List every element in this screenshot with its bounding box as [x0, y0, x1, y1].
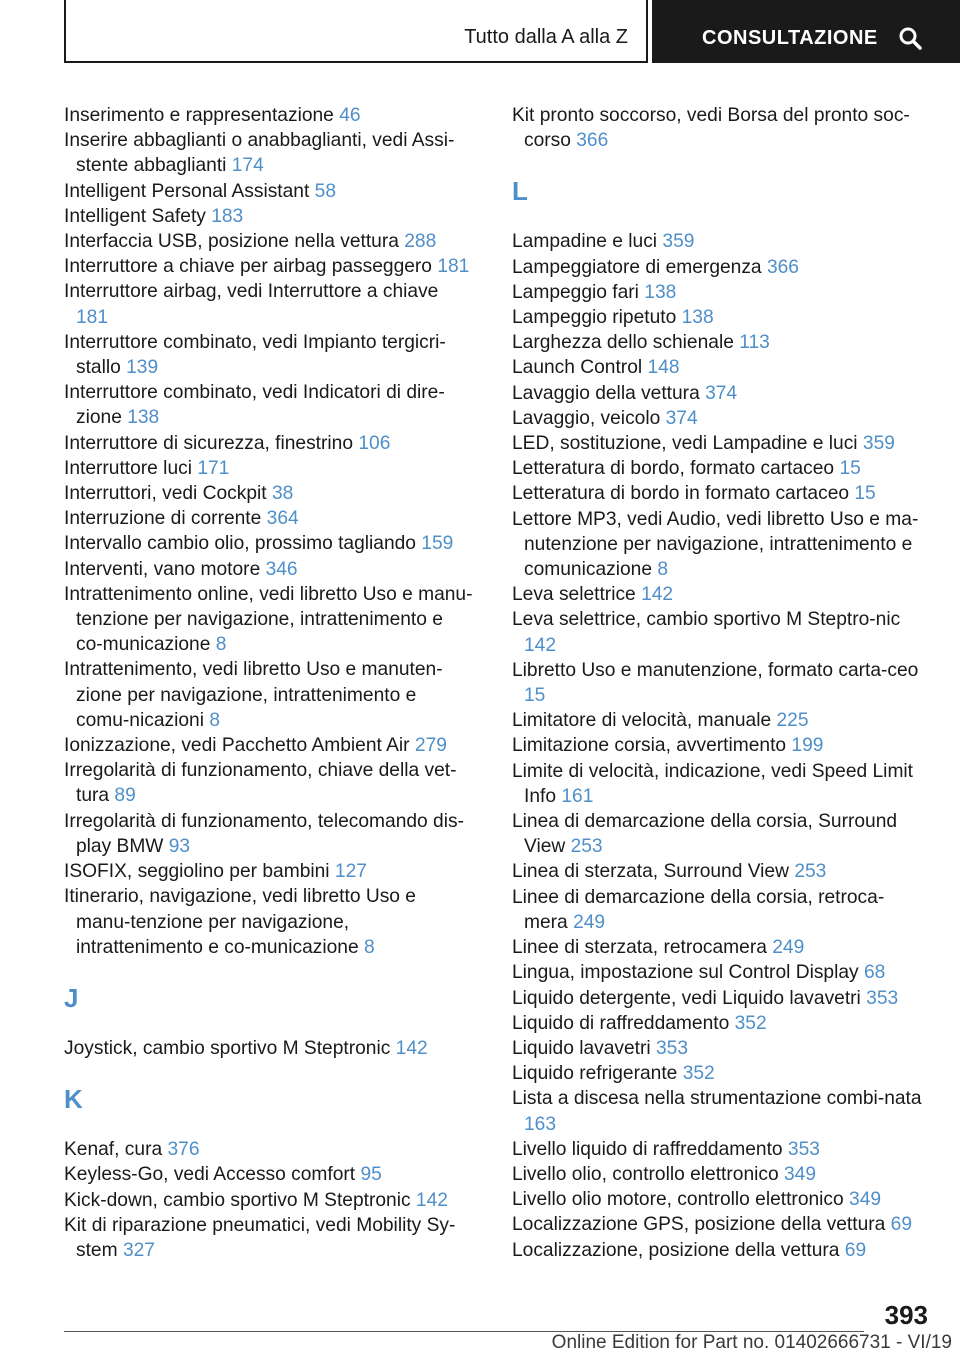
index-entry [64, 1213, 474, 1263]
index-entry [512, 708, 926, 733]
index-page-link[interactable]: 288 [404, 231, 437, 253]
index-entry [512, 759, 926, 809]
index-entry-text: Larghezza dello schienale [512, 332, 734, 354]
index-page-link[interactable]: 349 [849, 1189, 882, 1211]
index-entry-text: Itinerario, navigazione, vedi libretto Uso e manu-tenzione per navigazione, intrattenimento e co-municazione [64, 886, 416, 958]
index-page-link[interactable]: 359 [862, 433, 895, 455]
index-page-link[interactable]: 127 [334, 861, 367, 883]
index-entry [512, 1212, 926, 1237]
index-entry [512, 885, 926, 935]
index-entry-text: Liquido refrigerante [512, 1063, 678, 1085]
index-page-link[interactable]: 15 [854, 483, 876, 505]
index-entry-text: Letteratura di bordo, formato cartaceo [512, 458, 835, 480]
index-entry-text: Lettore MP3, vedi Audio, vedi libretto Uso e ma-nutenzione per navigazione, intrattenimento e comunicazione [512, 508, 919, 581]
index-entry-text: Ionizzazione, vedi Pacchetto Ambient Air [64, 735, 410, 757]
index-entry [512, 305, 926, 330]
footer-edition: Online Edition for Part no. 01402666731 - VI/19 [551, 1332, 952, 1353]
index-page-link[interactable]: 374 [705, 382, 738, 404]
index-entry-text: Leva selettrice, cambio sportivo M Steptro-nic [512, 609, 901, 631]
index-entry-text: Interruttore airbag, vedi Interruttore a chiave [64, 281, 439, 303]
index-entry-text: Irregolarità di funzionamento, chiave della vet-tura [64, 760, 457, 807]
index-entry-text: Interventi, vano motore [64, 558, 261, 580]
index-page-link[interactable]: 181 [76, 306, 109, 328]
index-entry [512, 1162, 926, 1187]
index-entry [512, 103, 926, 153]
index-entry [512, 280, 926, 305]
index-page-link[interactable]: 89 [114, 785, 136, 807]
index-page-link[interactable]: 138 [127, 407, 160, 429]
index-entry [64, 582, 474, 658]
index-entry-text: Lampeggio fari [512, 281, 639, 303]
index-entry-text: Lampeggio ripetuto [512, 307, 677, 329]
index-entry-text: Leva selettrice [512, 584, 636, 606]
index-entry [64, 733, 474, 758]
index-entry [512, 381, 926, 406]
index-entry [64, 103, 474, 128]
index-entry-text: Lampadine e luci [512, 231, 658, 253]
index-entry-text: Launch Control [512, 357, 643, 379]
index-page-link[interactable]: 142 [415, 1189, 448, 1211]
index-letter-heading: J [64, 982, 79, 1013]
index-page-link[interactable]: 352 [682, 1063, 715, 1085]
index-entry [512, 1036, 926, 1061]
index-entry-text: Liquido lavavetri [512, 1037, 651, 1059]
index-page-link[interactable]: 161 [561, 785, 594, 807]
index-entry [512, 406, 926, 431]
index-page-link[interactable]: 8 [209, 709, 220, 731]
index-page-link[interactable]: 15 [839, 458, 861, 480]
index-entry-text: Liquido di raffreddamento [512, 1012, 730, 1034]
index-page-link[interactable]: 139 [126, 357, 159, 379]
index-page-link[interactable]: 68 [863, 962, 886, 984]
index-entry [64, 229, 474, 254]
index-entry-text: ISOFIX, seggiolino per bambini [64, 861, 330, 883]
index-entry [512, 1137, 926, 1162]
index-entry-text: Lingua, impostazione sul Control Display [512, 962, 859, 984]
index-entry-text: Interruttore a chiave per airbag passeggero [64, 256, 432, 278]
index-entry-text: Keyless-Go, vedi Accesso comfort [64, 1164, 356, 1186]
index-entry-text: Letteratura di bordo in formato cartaceo [512, 483, 850, 505]
index-entry-text: Interruzione di corrente [64, 508, 262, 530]
index-page-link[interactable]: 38 [271, 483, 294, 505]
index-entry [512, 355, 926, 380]
index-entry-text: Intervallo cambio olio, prossimo tagliando [64, 533, 416, 555]
index-entry-text: LED, sostituzione, vedi Lampadine e luci [512, 433, 858, 455]
index-page-link[interactable]: 171 [197, 457, 230, 479]
index-entry [64, 859, 474, 884]
index-page-link[interactable]: 181 [437, 256, 470, 278]
index-page-link[interactable]: 374 [665, 407, 698, 429]
index-page-link[interactable]: 349 [783, 1163, 816, 1185]
index-entry [512, 1238, 926, 1263]
index-page-link[interactable]: 279 [414, 735, 447, 757]
index-entry [64, 456, 474, 481]
index-entry [64, 1188, 474, 1213]
index-page-link[interactable]: 364 [266, 508, 299, 530]
index-page-link[interactable]: 249 [772, 937, 805, 959]
index-page-link[interactable]: 142 [395, 1037, 428, 1059]
index-page-link[interactable]: 225 [776, 710, 809, 732]
index-entry-text: Inserire abbaglianti o anabbaglianti, vedi Assi-stente abbaglianti [64, 130, 455, 177]
index-entry-text: Interruttore di sicurezza, finestrino [64, 432, 354, 454]
index-entry-text: Interruttori, vedi Cockpit [64, 483, 267, 505]
page-number: 393 [884, 1300, 928, 1330]
index-entry [64, 330, 474, 380]
index-entry-text: Interfaccia USB, posizione nella vettura [64, 231, 399, 253]
index-entry-text: Lavaggio, veicolo [512, 407, 661, 429]
index-page-link[interactable]: 253 [570, 836, 603, 858]
index-entry-text: Lavaggio della vettura [512, 382, 700, 404]
index-page-link[interactable]: 327 [122, 1239, 155, 1261]
index-entry-text: Localizzazione GPS, posizione della vettura [512, 1214, 886, 1236]
index-page-link[interactable]: 359 [662, 231, 695, 253]
index-page-link[interactable]: 366 [766, 256, 799, 278]
index-letter-heading: K [64, 1084, 83, 1115]
index-page-link[interactable]: 95 [360, 1164, 382, 1186]
index-entry [64, 380, 474, 430]
index-entry [64, 1162, 474, 1187]
index-entry-text: Livello olio, controllo elettronico [512, 1163, 779, 1185]
index-page-link[interactable]: 376 [167, 1139, 200, 1161]
index-entry-text: Linea di sterzata, Surround View [512, 861, 789, 883]
index-page-link[interactable]: 353 [656, 1037, 689, 1059]
header-section-box [64, 0, 648, 63]
index-entry [512, 1061, 926, 1086]
index-entry-text: Livello liquido di raffreddamento [512, 1138, 783, 1160]
index-entry-text: Interruttore combinato, vedi Impianto tergicri-stallo [64, 331, 446, 379]
index-entry-text: Lampeggiatore di emergenza [512, 256, 762, 278]
index-entry-text: Inserimento e rappresentazione [64, 105, 334, 126]
index-page-link[interactable]: 346 [265, 558, 298, 580]
index-entry [512, 658, 926, 708]
index-page-link[interactable]: 159 [421, 533, 454, 555]
index-entry [512, 456, 926, 481]
index-entry-text: Limitazione corsia, avvertimento [512, 735, 787, 757]
index-page-link[interactable]: 366 [576, 130, 609, 152]
index-entry [64, 809, 474, 859]
index-page-link[interactable]: 163 [524, 1113, 557, 1135]
index-entry [512, 935, 926, 960]
index-entry [64, 481, 474, 506]
index-entry-text: Kenaf, cura [64, 1139, 163, 1161]
index-page-link[interactable]: 58 [314, 180, 337, 202]
index-page-link[interactable]: 353 [866, 987, 899, 1009]
index-entry-text: Intrattenimento online, vedi libretto Uso e manu-tenzione per navigazione, intrattenimento e co-municazione [64, 583, 473, 656]
index-entry-text: Interruttore combinato, vedi Indicatori di dire-zione [64, 382, 445, 429]
index-entry [64, 179, 474, 204]
index-entry [64, 884, 474, 960]
index-page-link[interactable]: 353 [787, 1138, 820, 1160]
index-page-link[interactable]: 142 [641, 584, 674, 606]
index-entry [512, 229, 926, 254]
index-entry-text: Irregolarità di funzionamento, telecomando dis-play BMW [64, 810, 464, 857]
index-entry [512, 986, 926, 1011]
index-entry [512, 582, 926, 607]
index-page-link[interactable]: 183 [211, 205, 244, 227]
index-entry [64, 279, 474, 329]
index-entry [64, 506, 474, 531]
index-entry [64, 431, 474, 456]
index-column-left [64, 103, 474, 1263]
index-entry [64, 1137, 474, 1162]
index-page-link[interactable]: 8 [657, 559, 669, 581]
index-entry-text: Limite di velocità, indicazione, vedi Speed Limit Info [512, 760, 914, 807]
index-entry-text: Linee di sterzata, retrocamera [512, 937, 767, 959]
index-entry-text: Liquido detergente, vedi Liquido lavavetri [512, 987, 861, 1009]
index-page-link[interactable]: 113 [739, 332, 770, 354]
index-page-link[interactable]: 142 [524, 634, 557, 656]
index-entry-text: Livello olio motore, controllo elettronico [512, 1189, 844, 1211]
index-entry-text: Intelligent Personal Assistant [64, 180, 310, 202]
index-entry-text: Limitatore di velocità, manuale [512, 710, 772, 732]
index-entry [512, 255, 926, 280]
index-entry [512, 960, 926, 985]
index-entry [64, 557, 474, 582]
index-entry [64, 657, 474, 733]
index-page-link[interactable]: 8 [215, 634, 227, 656]
index-entry-text: Linee di demarcazione della corsia, retroca-mera [512, 886, 885, 933]
index-page-link[interactable]: 15 [524, 685, 546, 707]
header-tab-label: CONSULTAZIONE [702, 27, 878, 49]
index-entry [512, 481, 926, 506]
index-entry [512, 1011, 926, 1036]
index-entry [64, 254, 474, 279]
index-entry [64, 531, 474, 556]
header-tab-consultazione[interactable] [652, 0, 960, 63]
index-page-link[interactable]: 148 [647, 357, 680, 379]
index-entry [512, 507, 926, 583]
index-entry-text: Kick-down, cambio sportivo M Steptronic [64, 1189, 411, 1211]
header-section-title: Tutto dalla A alla Z [464, 26, 628, 48]
index-page-link[interactable]: 138 [681, 307, 714, 329]
index-page-link[interactable]: 8 [363, 936, 375, 958]
index-entry-text: Interruttore luci [64, 457, 192, 479]
search-icon[interactable] [898, 26, 924, 52]
index-page-link[interactable]: 199 [791, 735, 824, 757]
index-entry [64, 128, 474, 178]
index-page-link[interactable]: 138 [644, 281, 677, 303]
index-entry [64, 758, 474, 808]
index-page-link[interactable]: 69 [890, 1214, 912, 1236]
index-entry-text: Linea di demarcazione della corsia, Surround View [512, 811, 898, 858]
index-page-link[interactable]: 174 [231, 155, 264, 177]
index-entry-text: Kit di riparazione pneumatici, vedi Mobility Sy-stem [64, 1214, 456, 1261]
index-letter-heading: L [512, 176, 528, 207]
index-entry-text: Intrattenimento, vedi libretto Uso e manuten-zione per navigazione, intrattenimento e comu-nicazioni [64, 659, 443, 731]
index-page-link[interactable]: 106 [358, 432, 391, 454]
index-entry [64, 204, 474, 229]
index-entry-text: Kit pronto soccorso, vedi Borsa del pronto soc-corso [512, 105, 910, 152]
index-entry [512, 809, 926, 859]
index-entry-text: Joystick, cambio sportivo M Steptronic [64, 1037, 391, 1059]
index-page-link[interactable]: 352 [734, 1012, 767, 1034]
index-entry [512, 1086, 926, 1136]
index-column-right [512, 103, 926, 1263]
index-entry-text: Libretto Uso e manutenzione, formato carta-ceo [512, 659, 919, 681]
index-entry-text: Lista a discesa nella strumentazione combi-nata [512, 1088, 922, 1110]
index-page-link[interactable]: 69 [844, 1239, 867, 1261]
index-entry [512, 859, 926, 884]
index-entry [512, 1187, 926, 1212]
index-page-link[interactable]: 253 [794, 861, 827, 883]
index-entry [512, 607, 926, 657]
index-page-link[interactable]: 249 [573, 911, 606, 933]
index-entry-text: Localizzazione, posizione della vettura [512, 1239, 840, 1261]
index-entry-text: Intelligent Safety [64, 205, 206, 227]
index-page-link[interactable]: 93 [168, 835, 191, 857]
index-entry [512, 330, 926, 355]
index-entry [512, 431, 926, 456]
index-entry [512, 733, 926, 758]
index-page-link[interactable]: 46 [339, 105, 361, 126]
index-entry [64, 1036, 474, 1061]
